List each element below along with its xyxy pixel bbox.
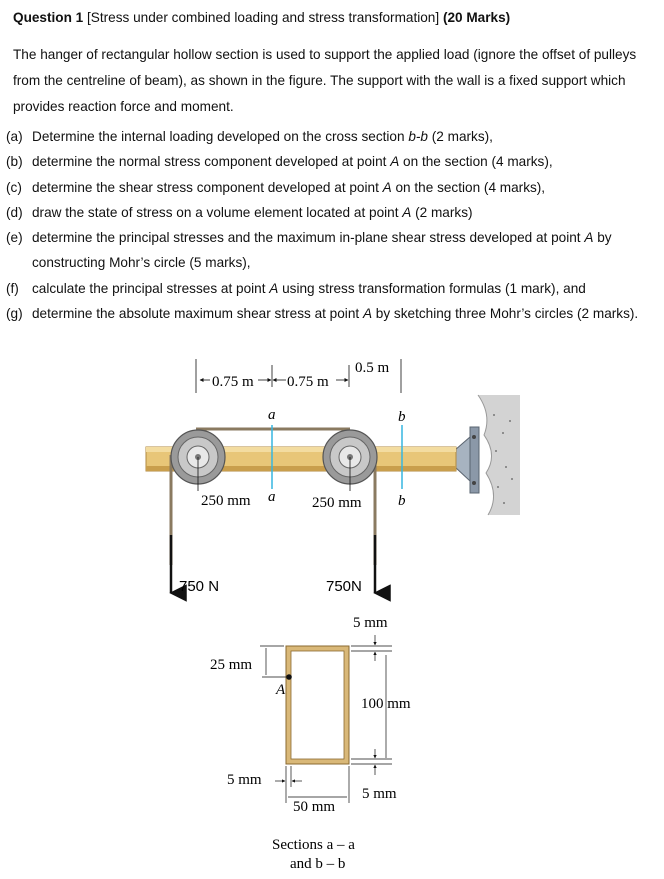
part-g: (g) determine the absolute maximum shear stress at point A by sketching three Mohr’s circles (2 marks).	[6, 306, 639, 322]
question-parts	[6, 124, 646, 326]
cs-top-thickness-label: 5 mm	[353, 615, 388, 631]
problem-statement: The hanger of rectangular hollow section is used to support the applied load (ignore the offset of pulleys from the centreline of beam), as shown in the figure. The support with the wall is a fixed support which provides reaction force and moment.	[13, 47, 637, 114]
load-right-label: 750N	[326, 578, 362, 595]
dim-label-3: 0.5 m	[355, 360, 390, 376]
part-b: (b) determine the normal stress component developed at point A on the section (4 marks),	[6, 154, 553, 170]
top-dimension	[196, 359, 401, 393]
part-c: (c) determine the shear stress component developed at point A on the section (4 marks),	[6, 179, 546, 195]
load-right	[326, 535, 375, 595]
question-marks: (20 Marks)	[442, 10, 511, 25]
fixed-wall	[478, 395, 520, 515]
section-b-bottom-label: b	[398, 493, 406, 509]
hanger-figure	[0, 355, 664, 879]
load-left-label: 750 N	[179, 578, 220, 595]
dim-label-1: 0.75 m	[212, 374, 254, 390]
pulley-radius-left: 250 mm	[201, 493, 251, 509]
cross-section	[210, 615, 411, 815]
part-d: (d) draw the state of stress on a volume element located at point A (2 marks)	[6, 204, 473, 220]
part-a: (a) Determine the internal loading developed on the cross section b-b (2 marks),	[6, 129, 493, 144]
dim-label-2: 0.75 m	[287, 374, 329, 390]
wall-bracket	[455, 427, 479, 493]
question-topic: [Stress under combined loading and stress transformation]	[87, 10, 440, 25]
load-left	[171, 535, 219, 595]
point-a-label: A	[276, 682, 286, 698]
cs-width-label: 50 mm	[293, 799, 336, 815]
section-b-top-label: b	[398, 409, 406, 425]
question-heading	[13, 10, 510, 25]
cs-side-thickness-label: 5 mm	[227, 772, 262, 788]
caption-line-2: and b – b	[290, 856, 346, 872]
pulley-radius-right: 250 mm	[312, 495, 362, 511]
caption-line-1: Sections a – a	[272, 837, 355, 853]
question-number: Question 1	[13, 10, 84, 25]
cs-height-label: 100 mm	[361, 696, 411, 712]
cs-bottom-thickness-label: 5 mm	[362, 786, 397, 802]
part-f: (f) calculate the principal stresses at point A using stress transformation formulas (1 mark), and	[6, 280, 586, 296]
part-e: (e) determine the principal stresses and the maximum in-plane shear stress developed at point A by constructing Mohr’s circle (5 marks),	[6, 230, 612, 271]
section-a-bottom-label: a	[268, 489, 276, 505]
section-a-top-label: a	[268, 407, 276, 423]
cs-point-offset-label: 25 mm	[210, 657, 253, 673]
point-a-marker	[286, 674, 292, 680]
